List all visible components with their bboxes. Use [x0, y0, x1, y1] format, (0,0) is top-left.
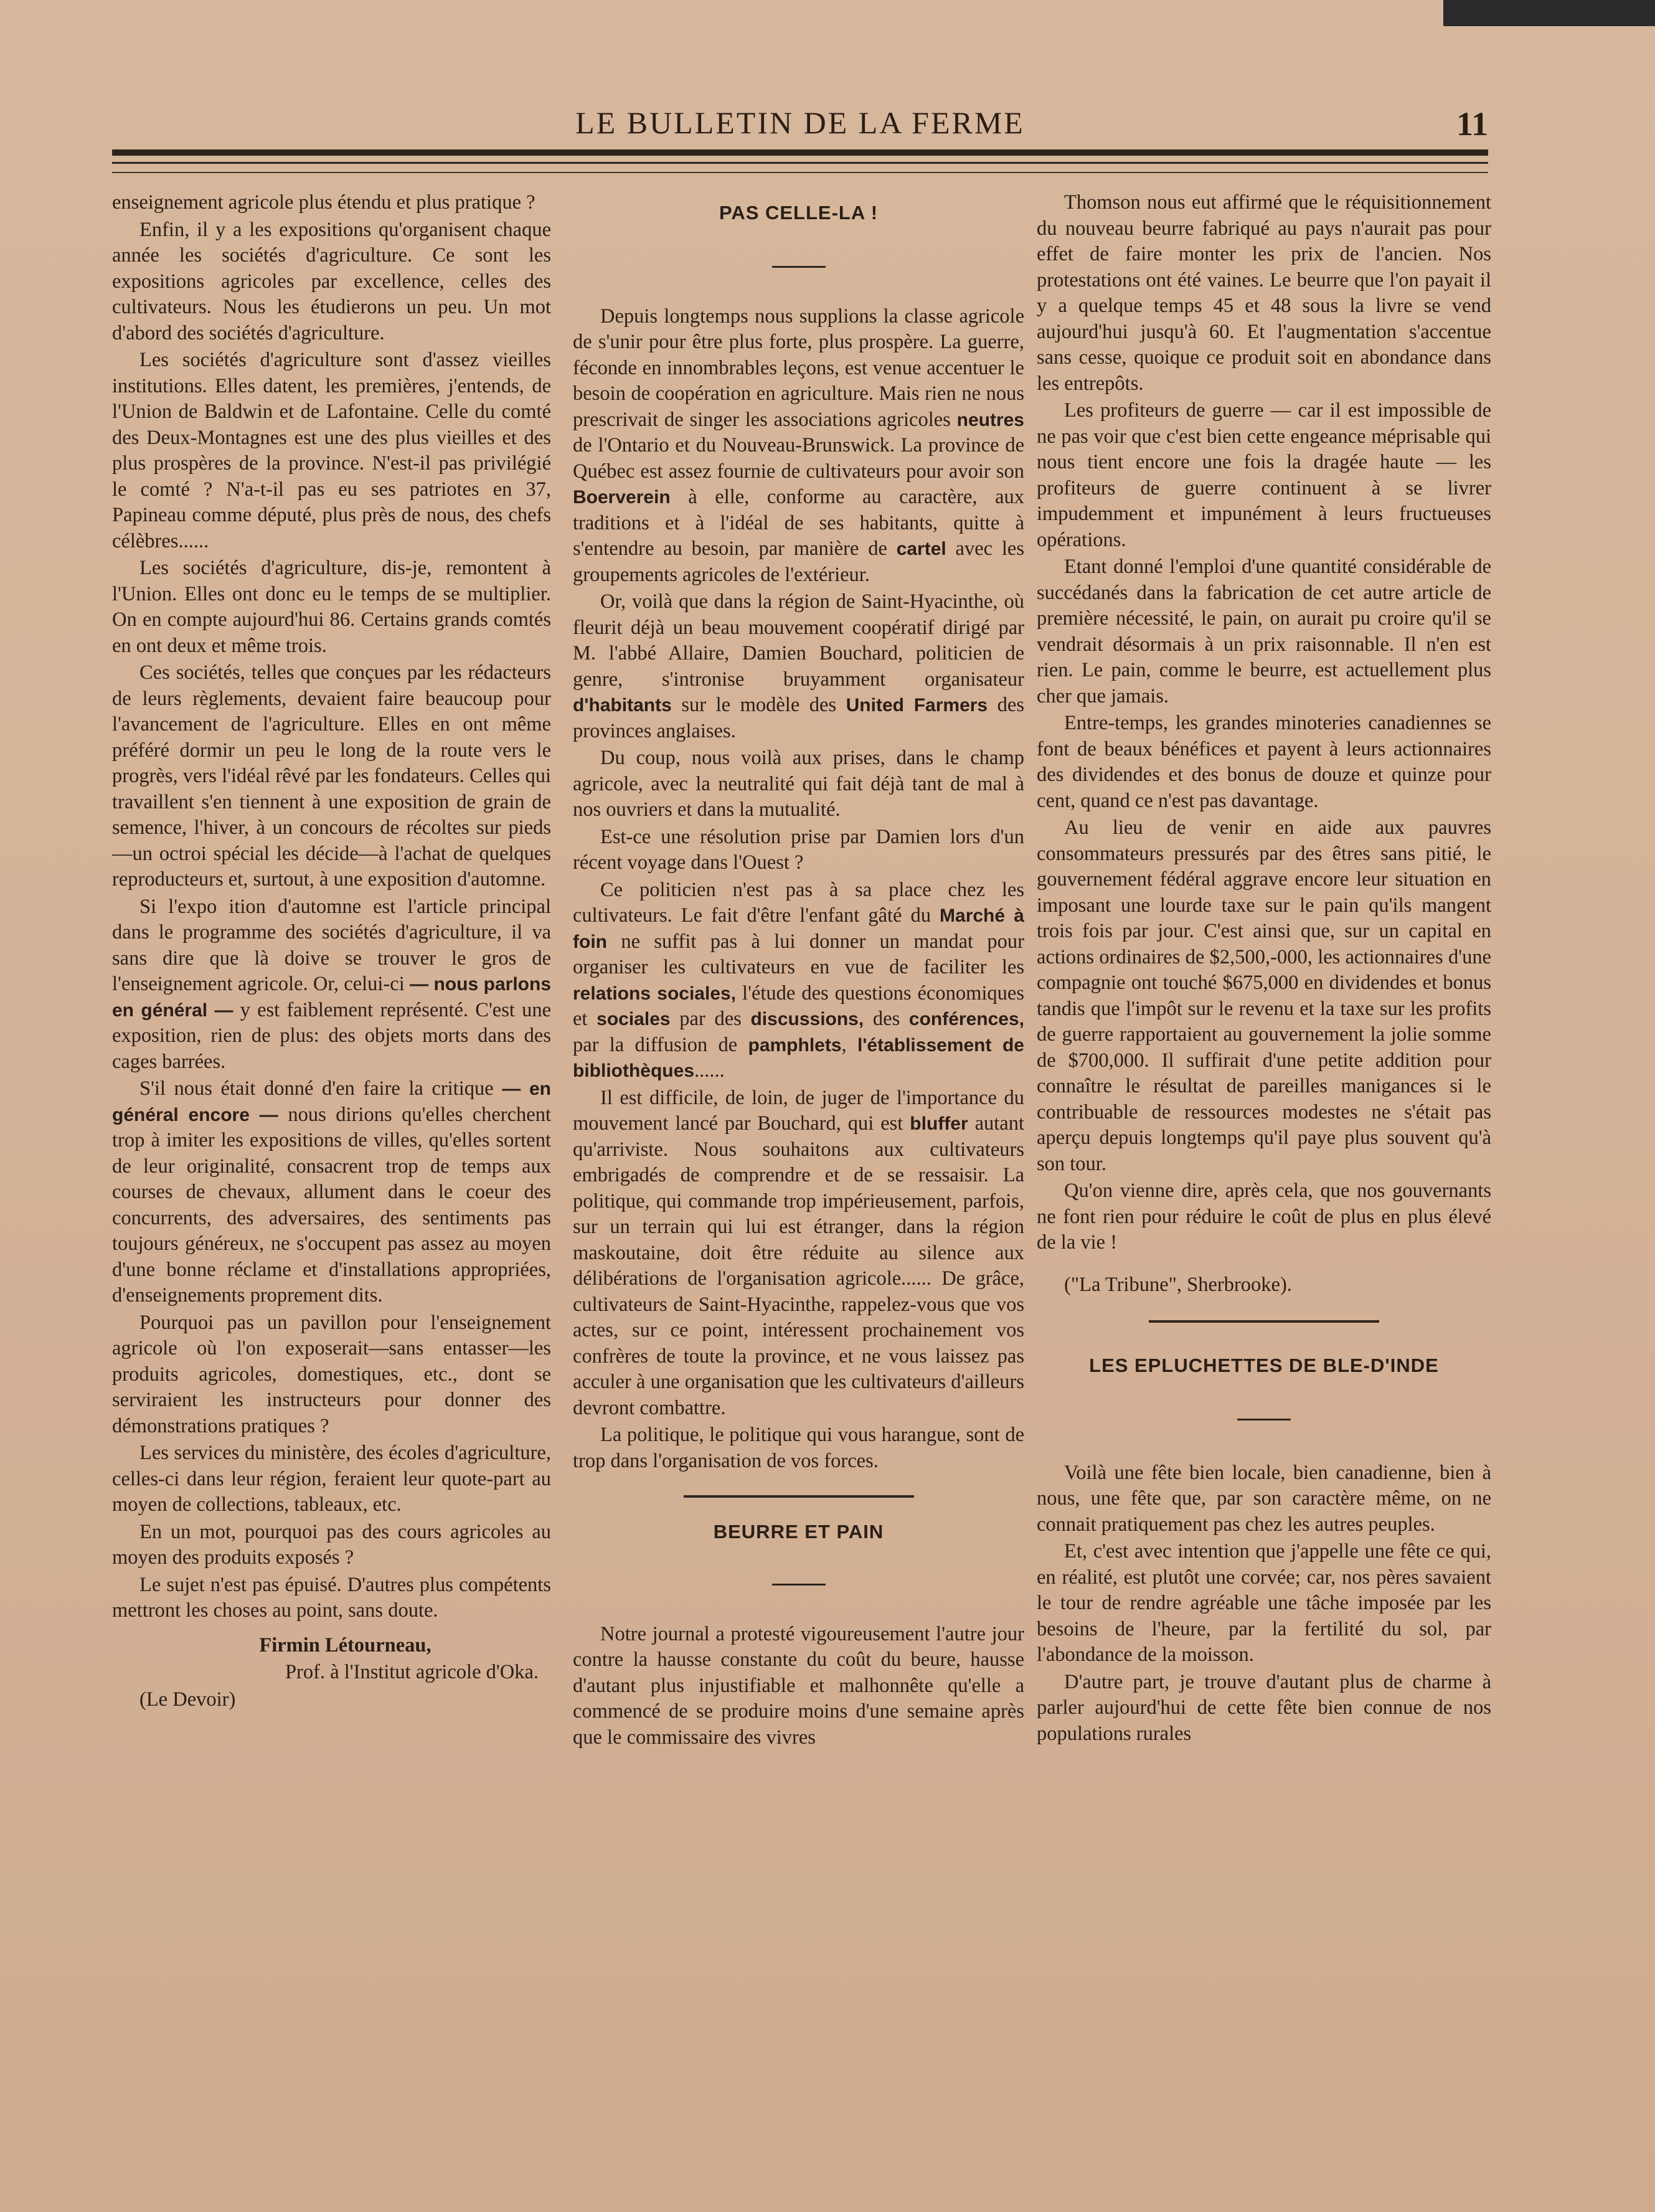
- paragraph: Au lieu de venir en aide aux pauvres consommateurs pressurés par des êtres sans pitié, le gouvernement fédéral aggrave encore leur situation en imposant une lourde taxe sur le pain qu'ils mangent trois fois par jour. C'est ainsi que, sur un capital en actions ordinaires de $2,500,-000, les actionnaires d'une compagnie ont touché $675,000 en dividendes et bonus tandis que l'impôt sur le revenu et la taxe sur les profits de guerre rapportaient au gouvernement la jolie somme de $700,000. Il suffirait d'une petite addition pour connaître le résultat de pareilles manigances si le contribuable de ressources modestes ne s'était pas aperçu depuis longtemps qu'il paye plus souvent qu'à son tour.: [1037, 816, 1491, 1175]
- header-rule-thick: [112, 149, 1488, 156]
- text-run: à elle, conforme au caractère, aux traditions et à l'idéal de ses habitants, quitte à s'entendre au besoin, par manière de: [573, 486, 1024, 560]
- text-run: l'étude des questions économiques et: [573, 981, 1024, 1030]
- text-run: Il est difficile, de loin, de juger de l'importance du mouvement lancé par Bouchard, qui est: [573, 1086, 1024, 1135]
- text-run: ne suffit pas à lui donner un mandat pour organiser les cultivateurs en vue de faciliter les: [573, 930, 1024, 978]
- paragraph: Etant donné l'emploi d'une quantité considérable de succédanés dans la fabrication de cet autre article de première nécessité, le pain, on aurait pu croire qu'il se vendrait désormais à un prix raisonnable. Il n'en est rien. Le pain, comme le beurre, est actuellement plus cher que jamais.: [1037, 555, 1491, 707]
- text-run: par la diffusion de: [573, 1033, 748, 1056]
- paragraph: [112, 1076, 551, 1309]
- paragraph: Est-ce une résolution prise par Damien lors d'un récent voyage dans l'Ouest ?: [573, 825, 1024, 874]
- text-run: ......: [694, 1059, 725, 1082]
- bold-text: relations sociales,: [573, 983, 737, 1004]
- text-run: Ce politicien n'est pas à sa place chez les cultivateurs. Le fait d'être l'enfant gâté du: [573, 878, 1024, 927]
- text-run: des: [864, 1008, 909, 1030]
- paragraph: Les profiteurs de guerre — car il est impossible de ne pas voir que c'est bien cette engeance méprisable qui nous tient encore une fois la dragée haute — les profiteurs de guerre continuent à se livrer impudemment et impunément à leurs fructueuses opérations.: [1037, 399, 1491, 551]
- article-separator-rule: [684, 1495, 914, 1498]
- bold-text: United Farmers: [846, 695, 988, 716]
- paragraph: Pourquoi pas un pavillon pour l'enseignement agricole où l'on exposerait—sans entasser—les produits agricoles, domestiques, etc., dont se serviraient les instructeurs pour donner des démonstrations pratiques ?: [112, 1311, 551, 1437]
- scan-background-corner: [1443, 0, 1655, 26]
- paragraph: [573, 1085, 1024, 1422]
- header-rule-thin-lower: [112, 172, 1488, 173]
- column-left: [112, 190, 551, 2152]
- author-title: Prof. à l'Institut agricole d'Oka.: [285, 1661, 539, 1683]
- paragraph: enseignement agricole plus étendu et plus pratique ?: [112, 191, 535, 214]
- paragraph: Entre-temps, les grandes minoteries canadiennes se font de beaux bénéfices et payent à leurs actionnaires des dividendes et des bonus de douze et quinze pour cent, quand ce n'est pas davantage.: [1037, 712, 1491, 812]
- page-number: 11: [1456, 105, 1488, 143]
- article-source: ("La Tribune", Sherbrooke).: [1064, 1273, 1292, 1296]
- paragraph: La politique, le politique qui vous harangue, sont de trop dans l'organisation de vos forces.: [573, 1424, 1024, 1472]
- paragraph: Enfin, il y a les expositions qu'organisent chaque année les sociétés d'agriculture. Ce sont les expositions agricoles par excellence, celles des cultivateurs. Nous les étudierons un peu. Un mot d'abord des sociétés d'agriculture.: [112, 218, 551, 344]
- article-source: (Le Devoir): [139, 1688, 236, 1711]
- column-middle: [573, 190, 1024, 2152]
- text-run: de l'Ontario et du Nouveau-Brunswick. La province de Québec est assez fournie de cultivateurs pour avoir son: [573, 434, 1024, 483]
- paragraph: Ces sociétés, telles que conçues par les rédacteurs de leurs règlements, devaient faire beaucoup pour l'avancement de l'agriculture. Elles en ont même préféré dormir un peu le long de la route vers le progrès, vers l'idéal rêvé par les fondateurs. Celles qui travaillent s'en tiennent à une exposition de grain de semence, l'hiver, à un concours de récoltes sur pieds—un octroi spécial les décide—à l'achat de quelques reproducteurs et, surtout, à une exposition d'automne.: [112, 661, 551, 891]
- text-run: y est faiblement représenté. C'est une exposition, rien de plus: des objets morts dans des cages barrées.: [112, 998, 551, 1073]
- bold-text: — en général encore —: [112, 1079, 551, 1125]
- paragraph: Les sociétés d'agriculture sont d'assez vieilles institutions. Elles datent, les premières, j'entends, de l'Union de Baldwin et de Lafontaine. Celle du comté des Deux-Montagnes est une des plus vieilles et des plus prospères de la province. N'est-il pas privilégié le comté ? N'a-t-il pas eu ses patriotes en 37, Papineau comme député, plus près de nous, des chefs célèbres......: [112, 349, 551, 552]
- bold-text: bluffer: [910, 1113, 968, 1134]
- text-run: Or, voilà que dans la région de Saint-Hyacinthe, où fleurit déjà un beau mouvement coopératif dirigé par M. l'abbé Allaire, Damien Bouchard, politicien de genre, s'intronise bruyamment organisateur: [573, 590, 1024, 691]
- heading-dash: [772, 266, 826, 268]
- text-run: ,: [841, 1033, 857, 1056]
- paragraph: Du coup, nous voilà aux prises, dans le champ agricole, avec la neutralité qui fait déjà tant de mal à nos ouvriers et dans la mutualité.: [573, 747, 1024, 821]
- paragraph: Les services du ministère, des écoles d'agriculture, celles-ci dans leur région, feraient leur quote-part au moyen de collections, tableaux, etc.: [112, 1442, 551, 1516]
- paragraph: [573, 589, 1024, 744]
- text-run: par des: [670, 1008, 751, 1030]
- column-right: [1037, 190, 1491, 2152]
- bold-text: Boerverein: [573, 487, 671, 508]
- paragraph: [573, 304, 1024, 588]
- page-header: [112, 105, 1488, 142]
- paragraph: Qu'on vienne dire, après cela, que nos gouvernants ne font rien pour réduire le coût de plus en plus élevé de la vie !: [1037, 1179, 1491, 1254]
- text-run: Depuis longtemps nous supplions la classe agricole de s'unir pour être plus forte, plus prospère. La guerre, féconde en innombrables leçons, est venue accentuer le besoin de coopération en agriculture. Mais rien ne nous prescrivait de singer les associations agricoles: [573, 305, 1024, 431]
- article-heading: LES EPLUCHETTES DE BLE-D'INDE: [1089, 1354, 1439, 1376]
- bold-text: — nous parlons en général —: [112, 974, 551, 1021]
- bold-text: pamphlets: [748, 1034, 842, 1056]
- text-run: S'il nous était donné d'en faire la critique: [139, 1077, 502, 1100]
- bold-text: discussions,: [750, 1009, 864, 1029]
- bold-text: neutres: [956, 409, 1024, 430]
- article-separator-rule: [1149, 1320, 1379, 1323]
- paragraph: [573, 877, 1024, 1084]
- article-heading: BEURRE ET PAIN: [713, 1521, 884, 1543]
- paragraph: En un mot, pourquoi pas des cours agricoles au moyen des produits exposés ?: [112, 1520, 551, 1569]
- text-run: sur le modèle des: [671, 694, 846, 716]
- paragraph: Les sociétés d'agriculture, dis-je, remontent à l'Union. Elles ont donc eu le temps de se multiplier. On en compte aujourd'hui 86. Certains grands comtés en ont deux et même trois.: [112, 557, 551, 657]
- bold-text: conférences,: [908, 1009, 1024, 1029]
- author-signature: Firmin Létourneau,: [259, 1633, 431, 1657]
- paragraph: Et, c'est avec intention que j'appelle une fête ce qui, en réalité, est plutôt une corvée; car, nos pères savaient le tour de rendre agréable une tâche imposée par les besoins de l'heure, par la fertilité du sol, par l'abondance de la moisson.: [1037, 1540, 1491, 1666]
- text-run: autant qu'arriviste. Nous souhaitons aux cultivateurs embrigadés de comprendre et de se ressaisir. La politique, qui commande trop impérieusement, parfois, sur un terrain qui lui est étranger, dans la région maskoutaine, doit être réduite au silence aux délibérations de l'organisation agricole...... De grâce, cultivateurs de Saint-Hyacinthe, rappelez-vous que vos actes, sur ce point, intéressent prochainement vos confrères de toute la province, et ne vous laissez pas acculer à une organisation que les cultivateurs d'ailleurs devront combattre.: [573, 1112, 1024, 1419]
- text-run: des provinces anglaises.: [573, 694, 1024, 742]
- paragraph: Le sujet n'est pas épuisé. D'autres plus compétents mettront les choses au point, sans doute.: [112, 1573, 551, 1622]
- newspaper-title: LE BULLETIN DE LA FERME: [575, 105, 1025, 140]
- paragraph: [112, 894, 551, 1075]
- paragraph: Notre journal a protesté vigoureusement l'autre jour contre la hausse constante du coût du beure, hausse d'autant plus injustifiable et malhonnête qu'elle a commencé de se produire moins d'une semaine après que le commissaire des vivres: [573, 1622, 1024, 1749]
- bold-text: sociales: [596, 1009, 671, 1029]
- article-heading: PAS CELLE-LA !: [719, 202, 879, 224]
- bold-text: d'habitants: [573, 695, 672, 716]
- text-run: Si l'expo ition d'automne est l'article principal dans le programme des sociétés d'agriculture, il va sans dire que là doive se trouver le gros de l'enseignement agricole. Or, celui-ci: [112, 895, 551, 995]
- paragraph: D'autre part, je trouve d'autant plus de charme à parler aujourd'hui de cette fête bien connue de nos populations rurales: [1037, 1670, 1491, 1745]
- bold-text: Marché à foin: [573, 905, 1024, 952]
- heading-dash: [1237, 1419, 1291, 1420]
- text-run: nous dirions qu'elles cherchent trop à imiter les expositions de villes, qu'elles sortent de leur originalité, consacrent trop de temps aux courses de chevaux, allument dans le coeur des concurrents, des adversaires, des sentiments pas toujours généreux, ne s'occupent pas assez au moyen d'une bonne réclame et d'installations appropriées, d'enseignements proprement dits.: [112, 1103, 551, 1307]
- text-run: avec les groupements agricoles de l'extérieur.: [573, 537, 1024, 586]
- heading-dash: [772, 1584, 826, 1586]
- bold-text: cartel: [896, 539, 946, 559]
- paragraph: Voilà une fête bien locale, bien canadienne, bien à nous, une fête que, par son caractère même, on ne connait pratiquement pas chez les autres peuples.: [1037, 1461, 1491, 1536]
- bold-text: l'établissement de bibliothèques: [573, 1034, 1024, 1081]
- paragraph: Thomson nous eut affirmé que le réquisitionnement du nouveau beurre fabriqué au pays n'aurait pas pour effet de faire monter les prix de l'ancien. Nos protestations ont été vaines. Le beurre que l'on payait il y a quelque temps 45 et 48 sous la livre se vend aujourd'hui jusqu'à 60. Et l'augmentation s'accentue sans cesse, quoique ce produit soit en abondance dans les entrepôts.: [1037, 191, 1491, 395]
- header-rule-thin: [112, 162, 1488, 164]
